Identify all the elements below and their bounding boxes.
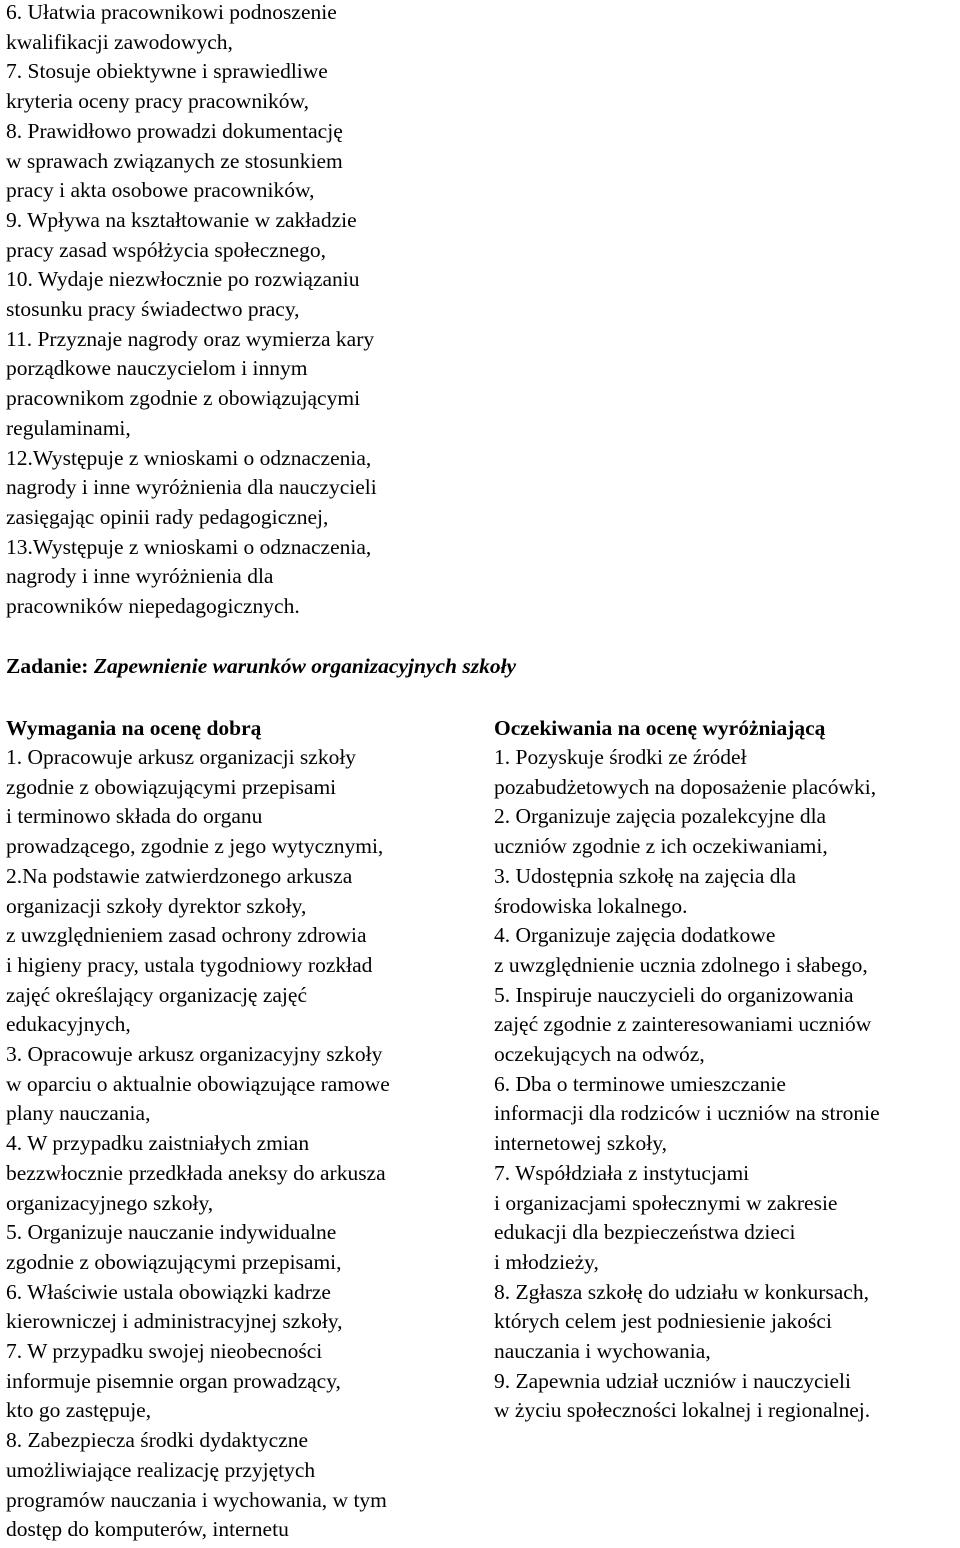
top-list-line: stosunku pracy świadectwo pracy,: [6, 297, 300, 322]
expectations-distinguished-line: i organizacjami społecznymi w zakresie: [494, 1190, 838, 1215]
top-list: [6, 0, 377, 622]
requirements-good-line: prowadzącego, zgodnie z jego wytycznymi,: [6, 834, 384, 859]
top-list-line: porządkowe nauczycielom i innym: [6, 356, 308, 381]
expectations-distinguished-line: w życiu społeczności lokalnej i regionalnej.: [494, 1398, 871, 1423]
expectations-distinguished-line: 5. Inspiruje nauczycieli do organizowania: [494, 982, 854, 1007]
top-list-line: pracy zasad współżycia społecznego,: [6, 237, 326, 262]
top-list-line: pracownikom zgodnie z obowiązującymi: [6, 386, 361, 411]
top-list-line: nagrody i inne wyróżnienia dla nauczycieli: [6, 475, 377, 500]
requirements-good-line: zajęć określający organizację zajęć: [6, 982, 307, 1007]
requirements-good-line: 1. Opracowuje arkusz organizacji szkoły: [6, 745, 357, 769]
top-list-line: zasięgając opinii rady pedagogicznej,: [6, 504, 329, 529]
expectations-distinguished-line: środowiska lokalnego.: [494, 893, 688, 918]
requirements-good-line: zgodnie z obowiązującymi przepisami,: [6, 1249, 342, 1274]
expectations-distinguished-line: i młodzieży,: [494, 1249, 599, 1274]
top-list-line: pracy i akta osobowe pracowników,: [6, 178, 315, 203]
top-list-line: nagrody i inne wyróżnienia dla: [6, 564, 274, 589]
expectations-distinguished-line: 7. Współdziała z instytucjami: [494, 1160, 750, 1185]
requirements-good-line: 7. W przypadku swojej nieobecności: [6, 1339, 323, 1364]
expectations-distinguished-line: uczniów zgodnie z ich oczekiwaniami,: [494, 834, 828, 859]
requirements-good-line: 4. W przypadku zaistniałych zmian: [6, 1131, 310, 1156]
requirements-good-line: w oparciu o aktualnie obowiązujące ramowe: [6, 1071, 390, 1096]
expectations-distinguished-line: 6. Dba o terminowe umieszczanie: [494, 1071, 786, 1096]
requirements-good-line: edukacyjnych,: [6, 1012, 131, 1037]
expectations-distinguished-line: nauczania i wychowania,: [494, 1339, 711, 1364]
requirements-good-line: zgodnie z obowiązującymi przepisami: [6, 774, 337, 799]
top-list-line: 10. Wydaje niezwłocznie po rozwiązaniu: [6, 267, 360, 292]
requirements-good-line: dostęp do komputerów, internetu: [6, 1517, 289, 1542]
expectations-distinguished-line: 1. Pozyskuje środki ze źródeł: [494, 745, 747, 769]
requirements-good-line: informuje pisemnie organ prowadzący,: [6, 1368, 341, 1393]
top-list-line: 11. Przyznaje nagrody oraz wymierza kary: [6, 326, 375, 351]
expectations-distinguished-line: których celem jest podniesienie jakości: [494, 1309, 832, 1334]
requirements-good-line: 8. Zabezpiecza środki dydaktyczne: [6, 1428, 309, 1453]
expectations-distinguished-line: zajęć zgodnie z zainteresowaniami uczniów: [494, 1012, 872, 1037]
expectations-distinguished-line: 9. Zapewnia udział uczniów i nauczycieli: [494, 1368, 851, 1393]
expectations-distinguished-line: edukacji dla bezpieczeństwa dzieci: [494, 1220, 796, 1245]
requirements-good-heading: Wymagania na ocenę dobrą: [6, 716, 262, 740]
expectations-distinguished-column: [494, 713, 880, 1426]
top-list-line: regulaminami,: [6, 415, 131, 440]
task-heading: [6, 651, 516, 681]
top-list-line: kryteria oceny pracy pracowników,: [6, 89, 310, 114]
requirements-good-line: organizacyjnego szkoły,: [6, 1190, 214, 1215]
requirements-good-line: 5. Organizuje nauczanie indywidualne: [6, 1220, 337, 1245]
requirements-good-line: organizacji szkoły dyrektor szkoły,: [6, 893, 307, 918]
requirements-good-line: umożliwiające realizację przyjętych: [6, 1457, 316, 1482]
expectations-distinguished-line: 4. Organizuje zajęcia dodatkowe: [494, 923, 776, 948]
task-title: Zapewnienie warunków organizacyjnych szkoły: [93, 654, 517, 678]
top-list-line: w sprawach związanych ze stosunkiem: [6, 148, 343, 173]
requirements-good-line: i higieny pracy, ustala tygodniowy rozkład: [6, 952, 373, 977]
task-label: Zadanie:: [6, 654, 94, 678]
expectations-distinguished-line: z uwzględnienie ucznia zdolnego i słabego,: [494, 952, 868, 977]
requirements-good-line: kierowniczej i administracyjnej szkoły,: [6, 1309, 343, 1334]
top-list-line: 12.Występuje z wnioskami o odznaczenia,: [6, 445, 372, 470]
requirements-good-line: z uwzględnieniem zasad ochrony zdrowia: [6, 923, 367, 948]
requirements-good-line: kto go zastępuje,: [6, 1398, 152, 1423]
top-list-line: kwalifikacji zawodowych,: [6, 29, 233, 54]
top-list-line: 6. Ułatwia pracownikowi podnoszenie: [6, 0, 337, 24]
expectations-distinguished-line: 2. Organizuje zajęcia pozalekcyjne dla: [494, 804, 827, 829]
requirements-good-line: 6. Właściwie ustala obowiązki kadrze: [6, 1279, 331, 1304]
expectations-distinguished-line: pozabudżetowych na doposażenie placówki,: [494, 774, 877, 799]
requirements-good-column: [6, 713, 390, 1545]
top-list-line: 7. Stosuje obiektywne i sprawiedliwe: [6, 59, 328, 84]
expectations-distinguished-line: oczekujących na odwóz,: [494, 1042, 705, 1067]
requirements-good-line: bezzwłocznie przedkłada aneksy do arkusza: [6, 1160, 386, 1185]
requirements-good-line: 3. Opracowuje arkusz organizacyjny szkoły: [6, 1042, 383, 1067]
expectations-distinguished-heading: Oczekiwania na ocenę wyróżniającą: [494, 716, 826, 740]
top-list-line: 8. Prawidłowo prowadzi dokumentację: [6, 118, 343, 143]
expectations-distinguished-line: internetowej szkoły,: [494, 1131, 667, 1156]
expectations-distinguished-line: 8. Zgłasza szkołę do udziału w konkursach,: [494, 1279, 869, 1304]
requirements-good-line: i terminowo składa do organu: [6, 804, 263, 829]
top-list-line: pracowników niepedagogicznych.: [6, 594, 300, 619]
requirements-good-line: programów nauczania i wychowania, w tym: [6, 1487, 387, 1512]
requirements-good-line: plany nauczania,: [6, 1101, 151, 1126]
requirements-good-line: 2.Na podstawie zatwierdzonego arkusza: [6, 863, 353, 888]
top-list-line: 13.Występuje z wnioskami o odznaczenia,: [6, 534, 372, 559]
expectations-distinguished-line: informacji dla rodziców i uczniów na stronie: [494, 1101, 880, 1126]
expectations-distinguished-line: 3. Udostępnia szkołę na zajęcia dla: [494, 863, 797, 888]
top-list-line: 9. Wpływa na kształtowanie w zakładzie: [6, 207, 357, 232]
